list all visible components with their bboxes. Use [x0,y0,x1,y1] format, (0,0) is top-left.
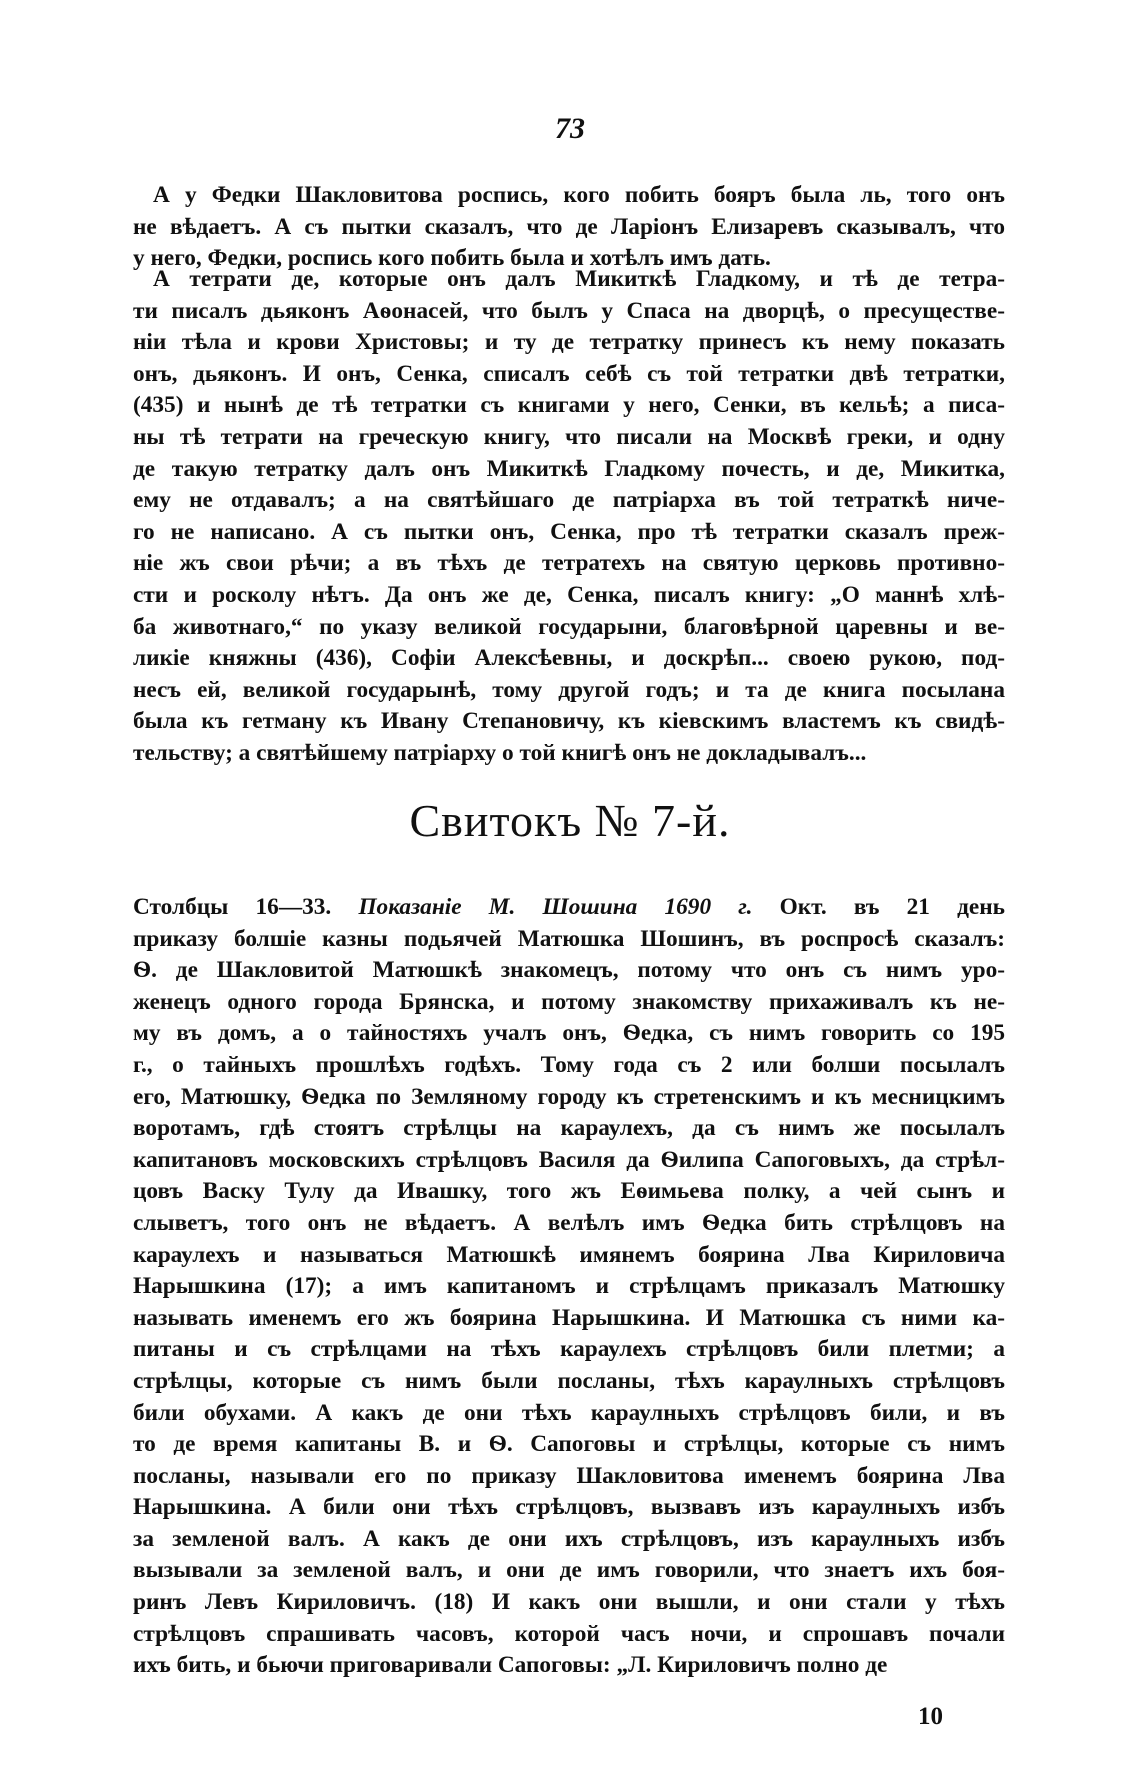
text-line: били обухами. А какъ де они тѣхъ караулныхъ стрѣлцовъ били, и въ [133,1399,1005,1426]
section-heading: Свитокъ № 7-й. [409,795,731,846]
text-line: приказу болшіе казны подьячей Матюшка Шошинъ, въ роспросѣ сказалъ: [133,925,1005,952]
text-line: Нарышкина. А били они тѣхъ стрѣлцовъ, вызвавъ изъ караулныхъ избъ [133,1494,1005,1521]
text-line: ихъ бить, и бьючи приговаривали Сапоговы: „Л. Кириловичъ полно де [133,1652,888,1679]
text-line: ринъ Левъ Кириловичъ. (18) И какъ они вышли, и они стали у тѣхъ [133,1589,1005,1616]
text-line: питаны и съ стрѣлцами на тѣхъ караулехъ стрѣлцовъ били плетми; а [133,1336,1005,1363]
text-line: посланы, называли его по приказу Шакловитова именемъ боярина Лва [133,1462,1005,1489]
page-number: 73 [555,112,585,145]
text-line: ніе жъ свои рѣчи; а въ тѣхъ де тетратехъ на святую церковь противно- [133,550,1005,577]
text-line: ба животнаго,“ по указу великой государыни, благовѣрной царевны и ве- [133,613,1005,640]
text-line: ти писалъ дьяконъ Аѳонасей, что былъ у Спаса на дворцѣ, о пресуществе- [133,297,1005,324]
text-line: воротамъ, гдѣ стоятъ стрѣлцы на караулехъ, да съ нимъ же посылалъ [133,1115,1005,1142]
columns-reference: Столбцы 16—33. [133,894,332,920]
paragraph-tetrati [133,264,1005,770]
text-line: (435) и нынѣ де тѣ тетратки съ книгами у него, Сенки, въ кельѣ; а писа- [133,392,1005,419]
text-line: ніи тѣла и крови Христовы; и ту де тетратку принесъ къ нему показать [133,329,1005,356]
text-line: А тетрати де, которые онъ далъ Микиткѣ Гладкому, и тѣ де тетра- [153,266,1005,292]
text-line: за земленой валъ. А какъ де они ихъ стрѣлцовъ, изъ караулныхъ избъ [133,1525,1005,1552]
text-line: го не написано. А съ пытки онъ, Сенка, про тѣ тетратки сказалъ преж- [133,518,1005,545]
text-line: му въ домъ, а о тайностяхъ учалъ онъ, Ѳедка, съ нимъ говорить со 195 [133,1020,1005,1047]
text-line: стрѣлцы, которые съ нимъ были посланы, тѣхъ караулныхъ стрѣлцовъ [133,1367,1005,1394]
text-line: капитановъ московскихъ стрѣлцовъ Василя да Ѳилипа Сапоговыхъ, да стрѣл- [133,1146,1005,1173]
text-line: г., о тайныхъ прошлѣхъ годѣхъ. Тому года съ 2 или болши посылалъ [133,1051,1005,1078]
text-line: не вѣдаетъ. А съ пытки сказалъ, что де Ларіонъ Елизаревъ сказывалъ, что [133,213,1005,240]
text-line: то де время капитаны В. и Ѳ. Сапоговы и стрѣлцы, которые съ нимъ [133,1431,1005,1458]
text-line: А у Федки Шакловитова роспись, кого побить бояръ была ль, того онъ [153,182,1005,208]
signature-mark: 10 [918,1703,943,1730]
text-line: цовъ Васку Тулу да Ивашку, того жъ Еѳимьева полку, а чей сынъ и [133,1178,1005,1205]
text-line: тельству; а святѣйшему патріарху о той книгѣ онъ не докладывалъ... [133,739,867,766]
text-line: ны тѣ тетрати на греческую книгу, что писали на Москвѣ греки, и одну [133,423,1005,450]
text-line: Ѳ. де Шакловитой Матюшкѣ знакомецъ, потому что онъ съ нимъ уро- [133,957,1005,984]
text-line: онъ, дьяконъ. И онъ, Сенка, списалъ себѣ съ той тетратки двѣ тетратки, [133,360,1005,387]
text-line: караулехъ и называться Матюшкѣ имянемъ боярина Лва Кириловича [133,1241,1005,1268]
text-line: слыветъ, того онъ не вѣдаетъ. А велѣлъ имъ Ѳедка бить стрѣлцовъ на [133,1209,1005,1236]
text-fragment: Окт. въ 21 день [779,894,1006,920]
text-line: была къ гетману къ Ивану Степановичу, къ кіевскимъ властемъ къ свидѣ- [133,708,1005,735]
text-line: несъ ей, великой государынѣ, тому другой годъ; и та де книга посылана [133,676,1005,703]
text-line: стрѣлцовъ спрашивать часовъ, которой часъ ночи, и спрошавъ почали [133,1620,1005,1647]
text-line: ликіе княжны (436), Софіи Алексѣевны, и доскрѣп... своею рукою, под- [133,645,1005,672]
text-line: де такую тетратку далъ онъ Микиткѣ Гладкому почесть, и де, Микитка, [133,455,1005,482]
text-line: называть именемъ его жъ боярина Нарышкина. И Матюшка съ ними ка- [133,1304,1005,1331]
text-line: ему не отдавалъ; а на святѣйшаго де патріарха въ той тетраткѣ ниче- [133,487,1005,514]
text-line: женецъ одного города Брянска, и потому знакомству прихаживалъ къ не- [133,988,1005,1015]
text-line: сти и росколу нѣтъ. Да онъ же де, Сенка, писалъ книгу: „О маннѣ хлѣ- [133,581,1005,608]
paragraph-fedka-list [133,180,1005,275]
testimony-title: Показаніе М. Шошина 1690 г. [358,894,753,920]
text-line: Нарышкина (17); а имъ капитаномъ и стрѣлцамъ приказалъ Матюшку [133,1273,1005,1300]
text-line-first [133,892,1005,924]
text-line: вызывали за земленой валъ, и они де имъ говорили, что знаетъ ихъ боя- [133,1557,1005,1584]
text-line: у него, Федки, роспись кого побить была и хотѣлъ имъ дать. [133,245,771,272]
text-line: его, Матюшку, Ѳедка по Земляному городу къ стретенскимъ и къ месницкимъ [133,1083,1005,1110]
paragraph-shoshin-testimony [133,892,1005,1682]
